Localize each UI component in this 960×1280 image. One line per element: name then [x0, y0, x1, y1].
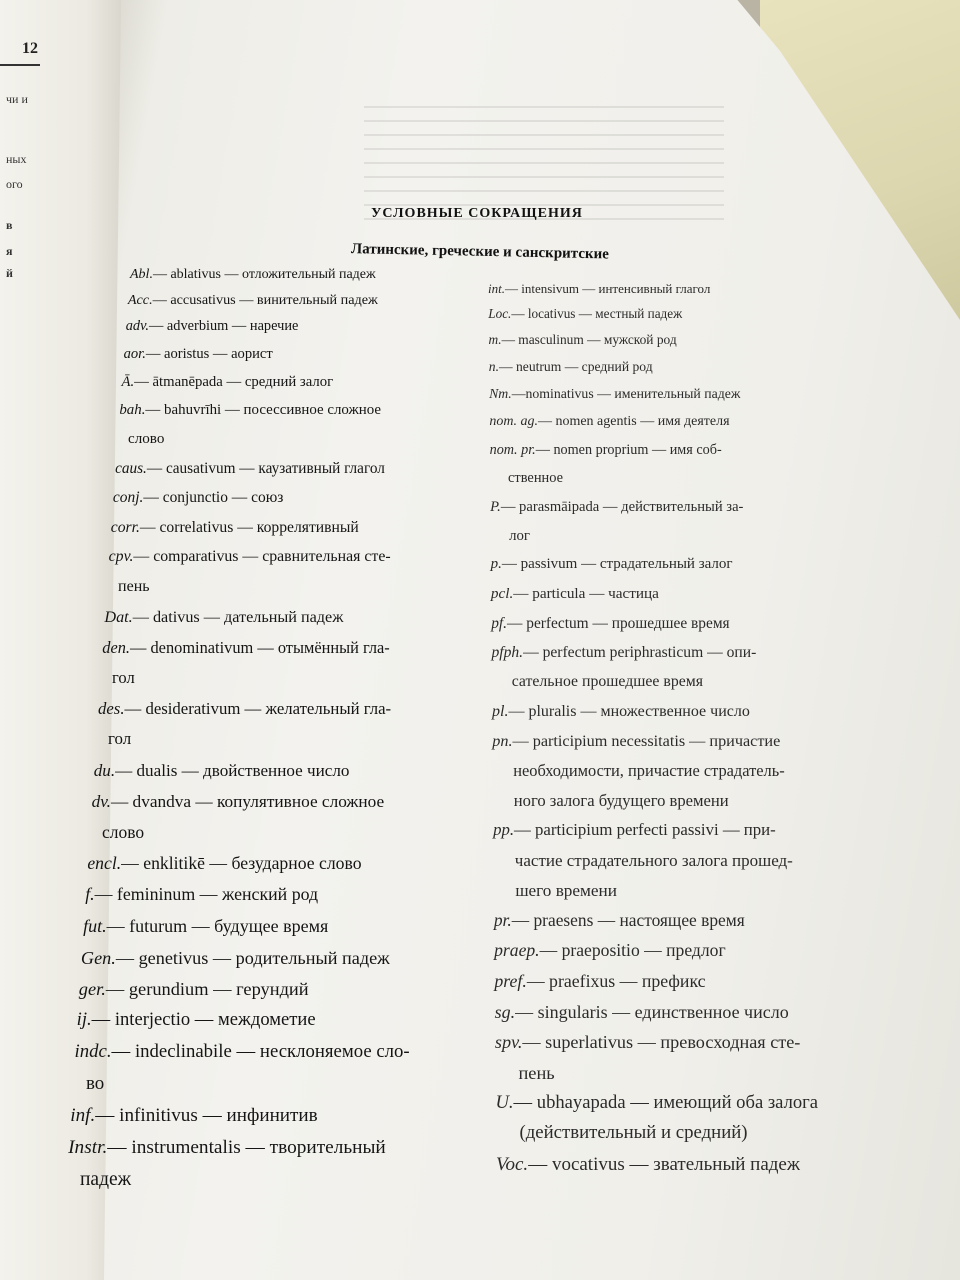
abbreviation-entry	[515, 852, 793, 869]
abbreviation-term: pl.	[492, 702, 509, 720]
abbreviation-definition: — nomen proprium — имя соб-	[535, 442, 722, 459]
abbreviation-term: n.	[488, 358, 499, 374]
abbreviation-term: encl.	[87, 852, 122, 873]
abbreviation-term: pp.	[493, 820, 515, 840]
abbreviation-definition: — dativus — дательный падеж	[132, 608, 344, 627]
abbreviation-entry	[115, 461, 385, 476]
abbreviation-entry	[493, 822, 776, 839]
abbreviation-definition: — genetivus — родительный падеж	[115, 947, 390, 968]
abbreviation-definition: гол	[108, 729, 132, 749]
abbreviation-definition: ного залога будущего времени	[513, 790, 729, 810]
abbreviation-definition: шего времени	[515, 881, 617, 901]
abbreviation-term: pref.	[494, 970, 527, 991]
abbreviation-entry	[108, 731, 131, 748]
abbreviation-definition: пень	[118, 578, 150, 596]
abbreviation-entry	[118, 579, 150, 595]
abbreviation-definition: — interjectio — междометие	[91, 1009, 316, 1031]
abbreviation-entry	[104, 609, 343, 625]
abbreviation-definition: — instrumentalis — творительный	[107, 1137, 386, 1159]
page-fragment: я	[6, 244, 13, 258]
abbreviation-entry	[68, 1138, 386, 1157]
abbreviation-term: f.	[85, 884, 95, 905]
abbreviation-term: corr.	[110, 518, 140, 536]
abbreviation-entry	[98, 698, 392, 718]
abbreviation-entry	[496, 1155, 800, 1174]
abbreviation-definition: — perfectum periphrasticum — опи-	[523, 643, 757, 661]
abbreviation-entry	[518, 1064, 554, 1082]
abbreviation-term: conj.	[112, 489, 144, 507]
abbreviation-term: fut.	[83, 916, 107, 937]
abbreviation-entry	[124, 347, 273, 362]
abbreviation-entry	[92, 793, 385, 810]
abbreviation-entry	[130, 268, 376, 282]
abbreviation-definition: —nominativus — именительный падеж	[511, 386, 741, 402]
abbreviation-entry	[495, 1091, 819, 1113]
abbreviation-definition: — infinitivus — инфинитив	[95, 1105, 318, 1127]
abbreviation-definition: — conjunctio — союз	[143, 489, 284, 507]
abbreviation-term: pn.	[492, 732, 513, 751]
abbreviation-entry	[94, 762, 350, 779]
abbreviation-entry	[490, 443, 722, 457]
abbreviation-definition: — praefixus — префикс	[526, 970, 706, 991]
abbreviation-term: pfph.	[491, 643, 524, 661]
abbreviation-definition: — singularis — единственное число	[515, 1001, 789, 1022]
abbreviation-entry	[491, 645, 756, 661]
abbreviation-entry	[488, 307, 682, 320]
abbreviation-definition: — correlativus — коррелятивный	[139, 518, 359, 536]
abbreviation-definition: — participium perfecti passivi — при-	[514, 820, 776, 840]
abbreviation-definition: — ubhayapada — имеющий оба залога	[513, 1091, 819, 1113]
abbreviation-term: inf.	[70, 1105, 96, 1127]
abbreviation-entry	[102, 637, 390, 657]
abbreviation-definition: — causativum — каузативный глагол	[146, 459, 385, 477]
section-subtitle: Латинские, греческие и санскритские	[350, 241, 610, 263]
abbreviation-entry	[113, 490, 283, 505]
abbreviation-term: indc.	[74, 1041, 112, 1063]
abbreviation-definition: — passivum — страдательный залог	[501, 556, 733, 573]
abbreviation-term: cpv.	[108, 548, 134, 566]
abbreviation-definition: — bahuvrīhi — посессивное сложное	[145, 402, 381, 418]
abbreviation-entry	[112, 670, 135, 687]
abbreviation-term: du.	[93, 761, 116, 780]
page-fragment: й	[6, 266, 13, 280]
abbreviation-definition: — aoristus — аорист	[145, 345, 273, 362]
abbreviation-entry	[492, 704, 750, 720]
abbreviation-definition: — participium necessitatis — причастие	[512, 732, 781, 751]
abbreviation-entry	[494, 970, 706, 991]
abbreviation-definition: сательное прошедшее время	[511, 673, 704, 691]
abbreviation-term: pcl.	[490, 585, 514, 603]
abbreviation-definition: — ātmanēpada — средний залог	[134, 373, 334, 390]
abbreviation-definition: — nomen agentis — имя деятеля	[537, 414, 730, 430]
abbreviation-entry	[75, 1043, 410, 1062]
abbreviation-entry	[509, 529, 530, 544]
page-number: 12	[22, 40, 38, 57]
abbreviation-definition: — ablativus — отложительный падеж	[152, 267, 376, 282]
abbreviation-definition: — parasmāipada — действительный за-	[500, 498, 744, 515]
abbreviation-definition: лог	[509, 527, 530, 544]
abbreviation-entry	[83, 917, 328, 935]
abbreviation-entry	[119, 403, 381, 418]
abbreviation-entry	[513, 760, 785, 780]
abbreviation-entry	[128, 432, 164, 447]
abbreviation-term: des.	[98, 698, 125, 718]
abbreviation-definition: — superlativus — превосходная сте-	[522, 1032, 801, 1053]
abbreviation-term: Voc.	[496, 1154, 529, 1175]
abbreviation-entry	[512, 674, 703, 690]
abbreviation-entry	[515, 882, 617, 899]
abbreviation-definition: во	[86, 1072, 105, 1094]
abbreviation-entry	[102, 821, 145, 842]
abbreviation-term: P.	[490, 498, 501, 515]
abbreviation-term: dv.	[91, 791, 111, 811]
abbreviation-term: Abl.	[130, 267, 153, 282]
abbreviation-entry	[494, 912, 745, 929]
page-fragment: чи и	[6, 92, 28, 106]
abbreviation-definition: слово	[128, 430, 165, 447]
abbreviation-term: nom. pr.	[489, 442, 536, 459]
abbreviation-entry	[121, 375, 333, 390]
abbreviation-definition: — vocativus — звательный падеж	[528, 1154, 800, 1175]
abbreviation-term: int.	[488, 281, 505, 296]
abbreviation-definition: — perfectum — прошедшее время	[507, 614, 730, 632]
abbreviation-definition: — locativus — местный падеж	[511, 305, 683, 321]
abbreviation-definition: — pluralis — множественное число	[508, 702, 750, 720]
abbreviation-definition: — praepositio — предлог	[539, 940, 726, 961]
abbreviation-term: pf.	[491, 614, 508, 632]
abbreviation-definition: — comparativus — сравнительная сте-	[133, 548, 391, 566]
abbreviation-term: Ā.	[121, 373, 135, 390]
abbreviation-term: m.	[488, 331, 502, 347]
abbreviation-entry	[488, 282, 710, 295]
abbreviation-term: ij.	[76, 1009, 92, 1031]
page-fragment: ных	[6, 152, 27, 166]
abbreviation-term: nom. ag.	[489, 414, 538, 430]
abbreviation-term: bah.	[119, 402, 146, 418]
abbreviation-definition: — indeclinabile — несклоняемое сло-	[111, 1041, 410, 1063]
page-fragment: ого	[6, 177, 23, 191]
abbreviation-definition: — femininum — женский род	[94, 884, 319, 905]
abbreviation-entry	[109, 549, 391, 565]
abbreviation-entry	[126, 319, 299, 333]
bleed-through-text	[364, 100, 724, 220]
abbreviation-entry	[489, 387, 740, 401]
abbreviation-entry	[77, 1011, 316, 1030]
abbreviation-entry	[70, 1106, 317, 1125]
abbreviation-entry	[81, 949, 390, 967]
abbreviation-definition: — adverbium — наречие	[148, 318, 299, 335]
abbreviation-definition: слово	[102, 821, 145, 842]
abbreviation-entry	[80, 1170, 131, 1190]
abbreviation-term: pr.	[493, 910, 512, 931]
abbreviation-term: Nm.	[489, 386, 512, 402]
abbreviation-definition: — dualis — двойственное число	[115, 761, 350, 780]
abbreviation-term: p.	[490, 556, 502, 573]
abbreviation-definition: пень	[518, 1062, 555, 1083]
abbreviation-definition: — gerundium — герундий	[105, 979, 309, 999]
abbreviation-entry	[111, 520, 359, 536]
abbreviation-entry	[513, 790, 729, 810]
abbreviation-definition: — accusativus — винительный падеж	[152, 291, 378, 308]
abbreviation-entry	[508, 471, 563, 485]
abbreviation-term: Gen.	[80, 947, 116, 968]
abbreviation-term: Dat.	[104, 608, 133, 627]
abbreviation-term: ger.	[78, 979, 106, 999]
abbreviation-entry	[87, 852, 362, 873]
abbreviation-definition: ственное	[508, 470, 563, 487]
abbreviation-term: caus.	[115, 459, 147, 477]
abbreviation-definition: — enklitikē — безударное слово	[121, 852, 362, 873]
abbreviation-entry	[489, 360, 653, 374]
abbreviation-definition: — dvandva — копулятивное сложное	[110, 791, 385, 811]
abbreviation-entry	[128, 293, 378, 307]
abbreviation-term: den.	[102, 637, 131, 657]
abbreviation-term: adv.	[125, 318, 149, 335]
abbreviation-entry	[79, 980, 309, 998]
abbreviation-term: praep.	[494, 940, 540, 961]
abbreviation-term: Loc.	[488, 305, 512, 321]
abbreviation-definition: — intensivum — интенсивный глагол	[504, 281, 711, 296]
abbreviation-entry	[491, 586, 659, 601]
abbreviation-entry	[490, 500, 743, 515]
abbreviation-entry	[491, 557, 733, 572]
abbreviation-entry	[519, 1124, 747, 1143]
abbreviation-definition: — praesens — настоящее время	[511, 910, 745, 931]
abbreviation-definition: — neutrum — средний род	[499, 358, 653, 374]
abbreviation-term: U.	[495, 1091, 514, 1113]
abbreviation-definition: необходимости, причастие страдатель-	[513, 760, 785, 780]
abbreviation-entry	[85, 886, 318, 904]
abbreviation-definition: — desiderativum — желательный гла-	[124, 698, 392, 718]
abbreviation-entry	[489, 333, 677, 346]
abbreviation-term: Acc.	[127, 291, 153, 308]
abbreviation-definition: — masculinum — мужской род	[501, 331, 677, 347]
abbreviation-definition: падеж	[80, 1169, 132, 1190]
abbreviation-entry	[492, 733, 780, 749]
section-title: УСЛОВНЫЕ СОКРАЩЕНИЯ	[371, 206, 583, 221]
abbreviation-term: sg.	[494, 1001, 516, 1022]
page-number-rule	[0, 64, 40, 66]
abbreviation-entry	[86, 1072, 105, 1094]
abbreviation-entry	[495, 1003, 789, 1021]
abbreviation-entry	[491, 616, 729, 631]
abbreviation-term: spv.	[494, 1032, 523, 1053]
abbreviation-definition: — denominativum — отымённый гла-	[130, 637, 390, 657]
abbreviation-term: Instr.	[68, 1137, 108, 1159]
abbreviation-term: aor.	[123, 345, 146, 362]
abbreviation-definition: — particula — частица	[513, 585, 659, 603]
abbreviation-definition: (действительный и средний)	[519, 1122, 748, 1144]
abbreviation-entry	[494, 942, 726, 960]
abbreviation-definition: гол	[112, 668, 135, 688]
abbreviation-definition: — futurum — будущее время	[106, 916, 329, 937]
abbreviation-entry	[495, 1033, 800, 1051]
abbreviation-definition: частие страдательного залога прошед-	[514, 851, 793, 871]
abbreviation-entry	[489, 415, 729, 429]
page-fragment: в	[6, 218, 13, 232]
